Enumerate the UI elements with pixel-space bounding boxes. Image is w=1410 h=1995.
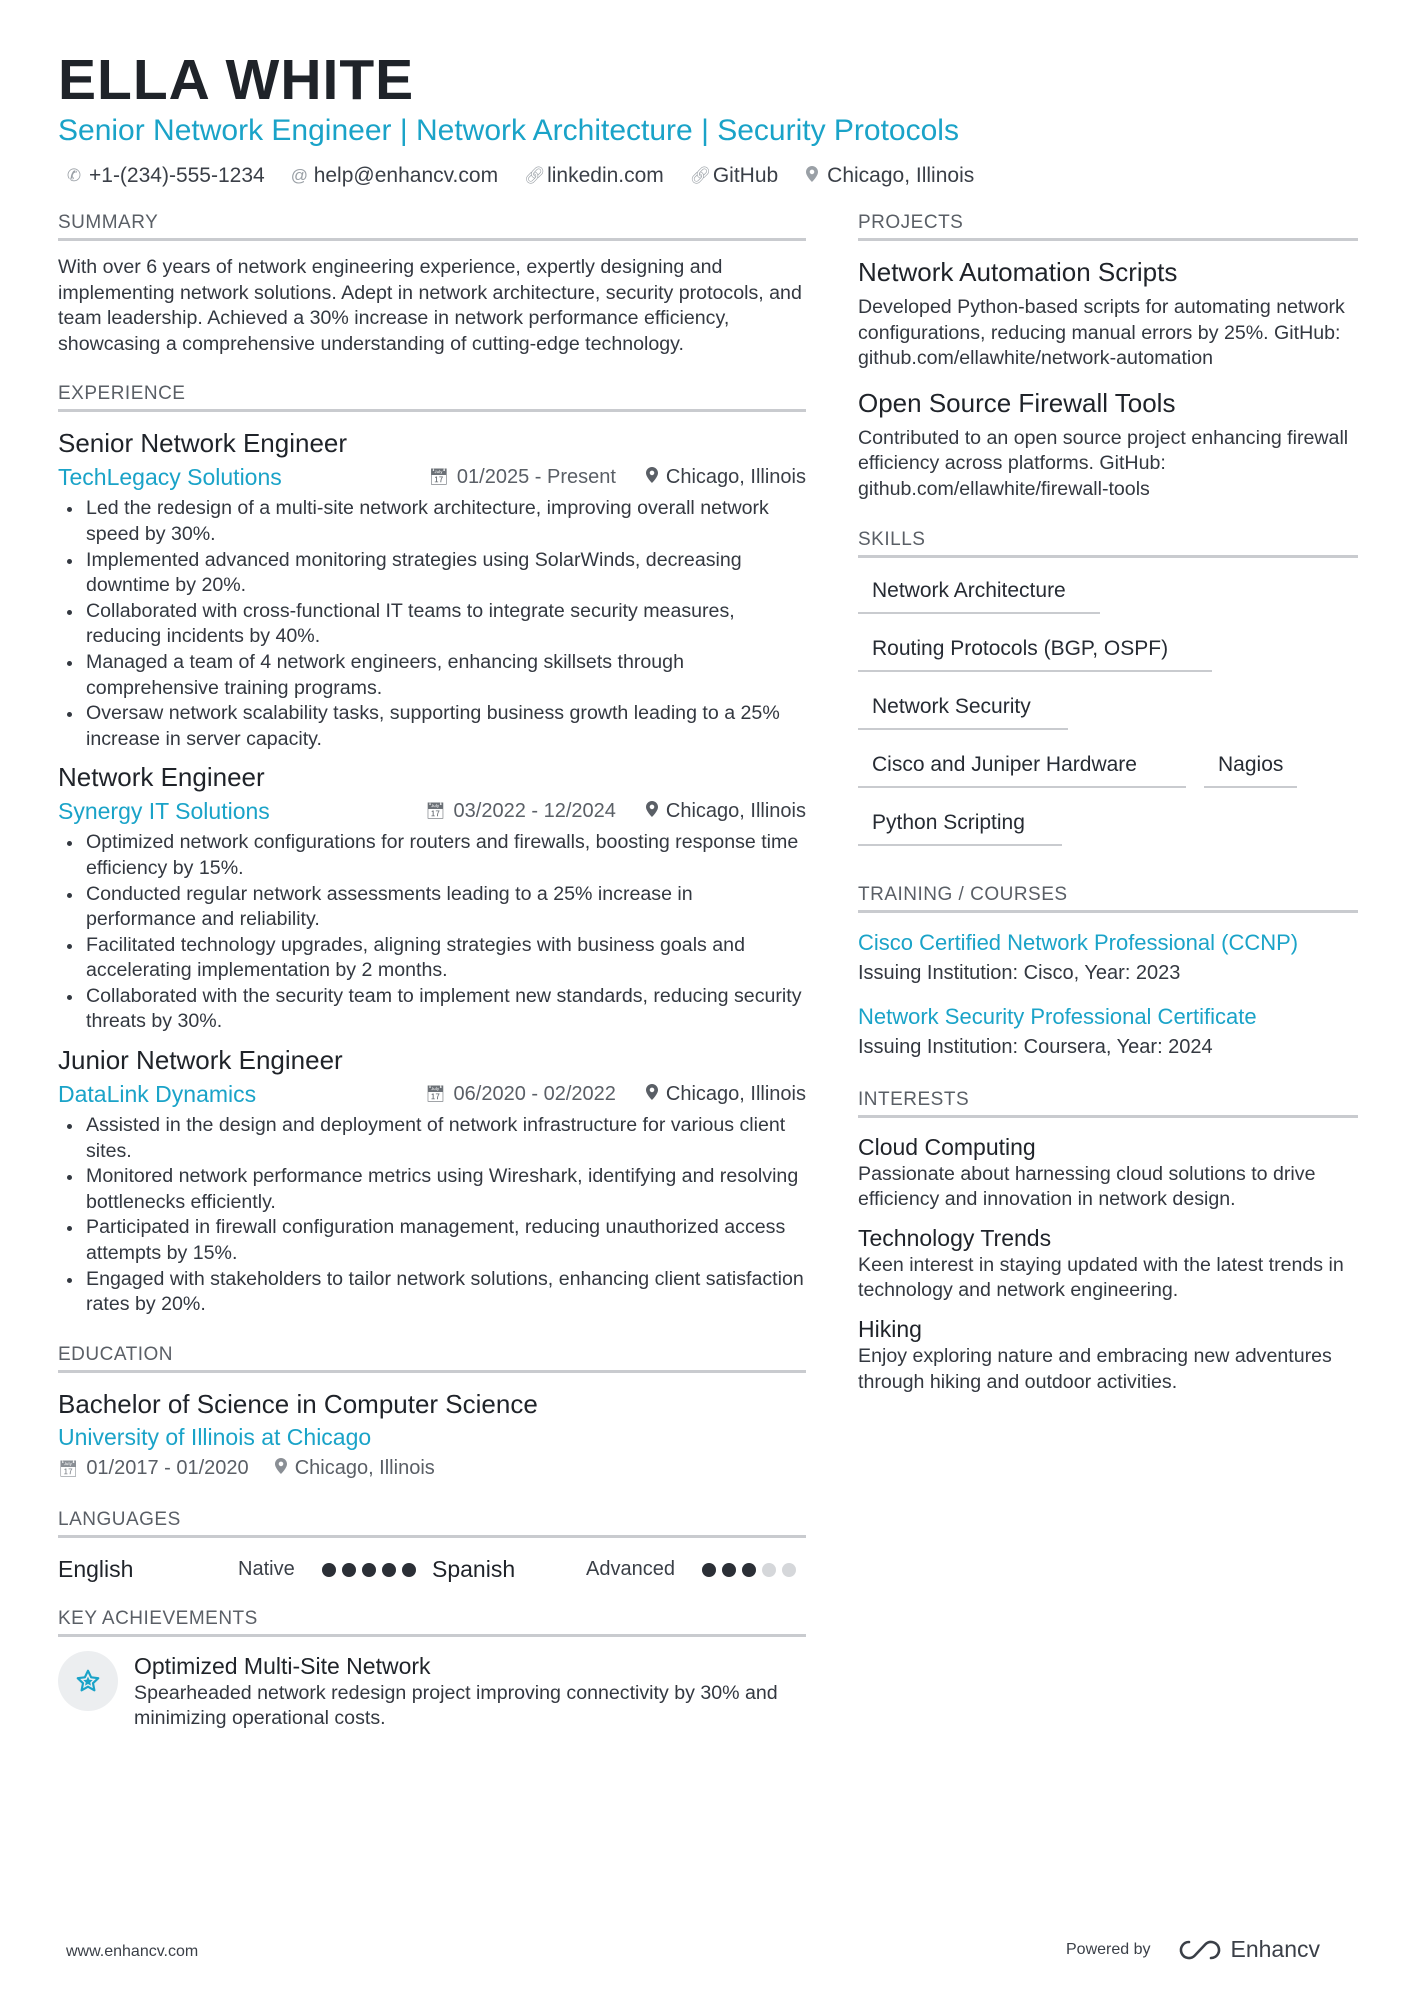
headline: Senior Network Engineer | Network Architecture | Security Protocols	[58, 114, 959, 147]
contact-linkedin[interactable]	[524, 164, 664, 188]
project-item	[858, 255, 1358, 372]
interest-item	[858, 1314, 1358, 1395]
calendar-icon: 📅︎	[58, 1460, 79, 1478]
rating-dot-filled	[322, 1563, 336, 1577]
course-institution: Issuing Institution: Coursera, Year: 2024	[858, 1035, 1213, 1058]
education-entry	[58, 1387, 806, 1485]
rating-dot-filled	[702, 1563, 716, 1577]
job-dates: 01/2025 - Present	[456, 465, 616, 488]
job-meta	[58, 794, 806, 828]
language-level: Native	[238, 1558, 295, 1581]
section-title-experience: EXPERIENCE	[58, 383, 806, 412]
job-entry	[58, 426, 806, 752]
job-bullets	[58, 496, 806, 752]
job-location: Chicago, Illinois	[665, 799, 806, 822]
bullet-item: Assisted in the design and deployment of network infrastructure for various client sites.	[58, 1113, 806, 1164]
location-pin-icon	[275, 1458, 287, 1479]
location-pin-icon	[646, 467, 658, 488]
rating-dot-empty	[762, 1563, 776, 1577]
job-title: Senior Network Engineer	[58, 428, 348, 459]
star-icon	[58, 1651, 118, 1711]
rating-dot-filled	[722, 1563, 736, 1577]
skill-tag: Nagios	[1204, 746, 1297, 788]
project-description: Developed Python-based scripts for automating network configurations, reducing manual errors by 25%. GitHub: github.com/ellawhite/network-automation	[858, 296, 1345, 370]
bullet-item: Conducted regular network assessments leading to a 25% increase in performance and reliability.	[58, 882, 806, 933]
interest-title: Hiking	[858, 1315, 922, 1342]
course-institution: Issuing Institution: Cisco, Year: 2023	[858, 961, 1181, 984]
course-title[interactable]: Cisco Certified Network Professional (CCNP)	[858, 929, 1299, 955]
skill-tag: Python Scripting	[858, 804, 1062, 846]
linkedin-text: linkedin.com	[547, 164, 664, 187]
skill-tag: Routing Protocols (BGP, OSPF)	[858, 630, 1212, 672]
bullet-item: Oversaw network scalability tasks, supporting business growth leading to a 25% increase in server capacity.	[58, 701, 806, 752]
section-title-skills: SKILLS	[858, 529, 1358, 558]
bullet-item: Collaborated with the security team to implement new standards, reducing security threats by 30%.	[58, 984, 806, 1035]
section-title-education: EDUCATION	[58, 1344, 806, 1373]
section-title-summary: SUMMARY	[58, 212, 806, 241]
calendar-icon: 📅︎	[428, 469, 449, 487]
job-dates: 06/2020 - 02/2022	[453, 1082, 616, 1105]
interest-description: Keen interest in staying updated with the latest trends in technology and network engineering.	[858, 1253, 1344, 1302]
section-title-languages: LANGUAGES	[58, 1509, 806, 1538]
location-pin-icon	[646, 1084, 658, 1105]
education-location: Chicago, Illinois	[294, 1457, 435, 1480]
right-column	[858, 212, 1358, 1405]
achievement-title: Optimized Multi-Site Network	[134, 1652, 431, 1679]
language-rating	[322, 1563, 422, 1577]
github-text: GitHub	[712, 164, 779, 187]
achievement-description: Spearheaded network redesign project improving connectivity by 30% and minimizing operational costs.	[134, 1681, 778, 1730]
location-text: Chicago, Illinois	[827, 164, 975, 187]
location-pin-icon	[646, 801, 658, 822]
company-name[interactable]: Synergy IT Solutions	[58, 797, 270, 824]
job-title: Network Engineer	[58, 762, 265, 793]
job-title: Junior Network Engineer	[58, 1045, 343, 1076]
calendar-icon: 📅︎	[425, 1086, 446, 1104]
brand-name: Enhancv	[1230, 1936, 1321, 1962]
rating-dot-filled	[362, 1563, 376, 1577]
job-meta	[58, 1077, 806, 1111]
language-name: English	[58, 1556, 134, 1583]
link-icon: 🔗︎	[524, 166, 546, 185]
languages-row	[58, 1552, 806, 1588]
bullet-item: Collaborated with cross-functional IT teams to integrate security measures, reducing incidents by 40%.	[58, 599, 806, 650]
contact-location	[804, 164, 974, 188]
email-text: help@enhancv.com	[313, 164, 499, 187]
phone-text: +1-(234)-555-1234	[89, 164, 265, 187]
contact-phone[interactable]	[66, 164, 265, 188]
calendar-icon: 📅︎	[425, 803, 446, 821]
rating-dot-filled	[382, 1563, 396, 1577]
education-meta	[58, 1453, 806, 1485]
job-entry	[58, 760, 806, 1035]
bullet-item: Optimized network configurations for routers and firewalls, boosting response time efficiency by 15%.	[58, 830, 806, 881]
interest-title: Technology Trends	[858, 1224, 1052, 1251]
rating-dot-filled	[742, 1563, 756, 1577]
section-title-achievements: KEY ACHIEVEMENTS	[58, 1608, 806, 1637]
job-bullets	[58, 1113, 806, 1318]
summary-text: With over 6 years of network engineering experience, expertly designing and implementing network solutions. Adept in network architecture, security protocols, and team leadership. Achieved a 30% increase in network performance efficiency, showcasing a comprehensive understanding of cutting-edge technology.	[58, 256, 802, 355]
rating-dot-empty	[782, 1563, 796, 1577]
interest-item	[858, 1132, 1358, 1213]
interest-title: Cloud Computing	[858, 1133, 1036, 1160]
bullet-item: Managed a team of 4 network engineers, enhancing skillsets through comprehensive training programs.	[58, 650, 806, 701]
bullet-item: Facilitated technology upgrades, aligning strategies with business goals and accelerating implementation by 2 months.	[58, 933, 806, 984]
project-title: Open Source Firewall Tools	[858, 387, 1176, 418]
company-name[interactable]: TechLegacy Solutions	[58, 463, 282, 490]
project-description: Contributed to an open source project enhancing firewall efficiency across platforms. GitHub: github.com/ellawhite/firewall-tools	[858, 426, 1349, 500]
degree-title: Bachelor of Science in Computer Science	[58, 1388, 538, 1419]
course-title[interactable]: Network Security Professional Certificate	[858, 1003, 1257, 1029]
language-item	[58, 1556, 432, 1583]
link-icon: 🔗︎	[689, 166, 712, 185]
bullet-item: Led the redesign of a multi-site network architecture, improving overall network speed by 30%.	[58, 496, 806, 547]
section-title-training: TRAINING / COURSES	[858, 884, 1358, 913]
skill-tag: Cisco and Juniper Hardware	[858, 746, 1186, 788]
enhancv-logo-icon	[1177, 1938, 1223, 1962]
contact-bar	[66, 162, 1000, 190]
course-item	[858, 927, 1358, 987]
at-icon: @	[290, 166, 308, 185]
job-location: Chicago, Illinois	[665, 1082, 806, 1105]
job-entry	[58, 1043, 806, 1318]
left-column	[58, 212, 806, 1732]
bullet-item: Implemented advanced monitoring strategies using SolarWinds, decreasing downtime by 20%.	[58, 548, 806, 599]
contact-github[interactable]	[690, 164, 778, 188]
school-name[interactable]: University of Illinois at Chicago	[58, 1423, 372, 1450]
company-name[interactable]: DataLink Dynamics	[58, 1080, 257, 1107]
brand-logo[interactable]	[1177, 1936, 1321, 1963]
language-level: Advanced	[586, 1558, 675, 1581]
rating-dot-filled	[342, 1563, 356, 1577]
interest-description: Passionate about harnessing cloud solutions to drive efficiency and innovation in network design.	[858, 1162, 1316, 1211]
achievement-item	[58, 1651, 806, 1732]
language-item	[432, 1556, 806, 1583]
candidate-name: ELLA WHITE	[58, 48, 415, 112]
location-pin-icon	[804, 166, 820, 187]
job-location: Chicago, Illinois	[665, 465, 806, 488]
bullet-item: Monitored network performance metrics using Wireshark, identifying and resolving bottlenecks efficiently.	[58, 1164, 806, 1215]
footer-website[interactable]: www.enhancv.com	[66, 1943, 199, 1960]
bullet-item: Engaged with stakeholders to tailor network solutions, enhancing client satisfaction rates by 20%.	[58, 1267, 806, 1318]
footer-branding	[1066, 1936, 1320, 1963]
education-dates: 01/2017 - 01/2020	[86, 1457, 249, 1480]
powered-by-text: Powered by	[1066, 1940, 1151, 1958]
rating-dot-filled	[402, 1563, 416, 1577]
skill-tag: Network Architecture	[858, 572, 1100, 614]
interest-description: Enjoy exploring nature and embracing new adventures through hiking and outdoor activities.	[858, 1344, 1332, 1393]
skill-tag: Network Security	[858, 688, 1068, 730]
job-bullets	[58, 830, 806, 1035]
bullet-item: Participated in firewall configuration management, reducing unauthorized access attempts by 15%.	[58, 1215, 806, 1266]
interest-item	[858, 1223, 1358, 1304]
project-item	[858, 386, 1358, 503]
section-title-interests: INTERESTS	[858, 1089, 1358, 1118]
phone-icon: ✆	[66, 166, 82, 185]
course-item	[858, 1001, 1358, 1061]
job-meta	[58, 460, 806, 494]
section-title-projects: PROJECTS	[858, 212, 1358, 241]
project-title: Network Automation Scripts	[858, 257, 1178, 287]
contact-email[interactable]	[291, 164, 498, 188]
skills-list	[858, 572, 1358, 862]
job-dates: 03/2022 - 12/2024	[453, 799, 616, 822]
language-name: Spanish	[432, 1556, 516, 1583]
language-rating	[702, 1563, 802, 1577]
